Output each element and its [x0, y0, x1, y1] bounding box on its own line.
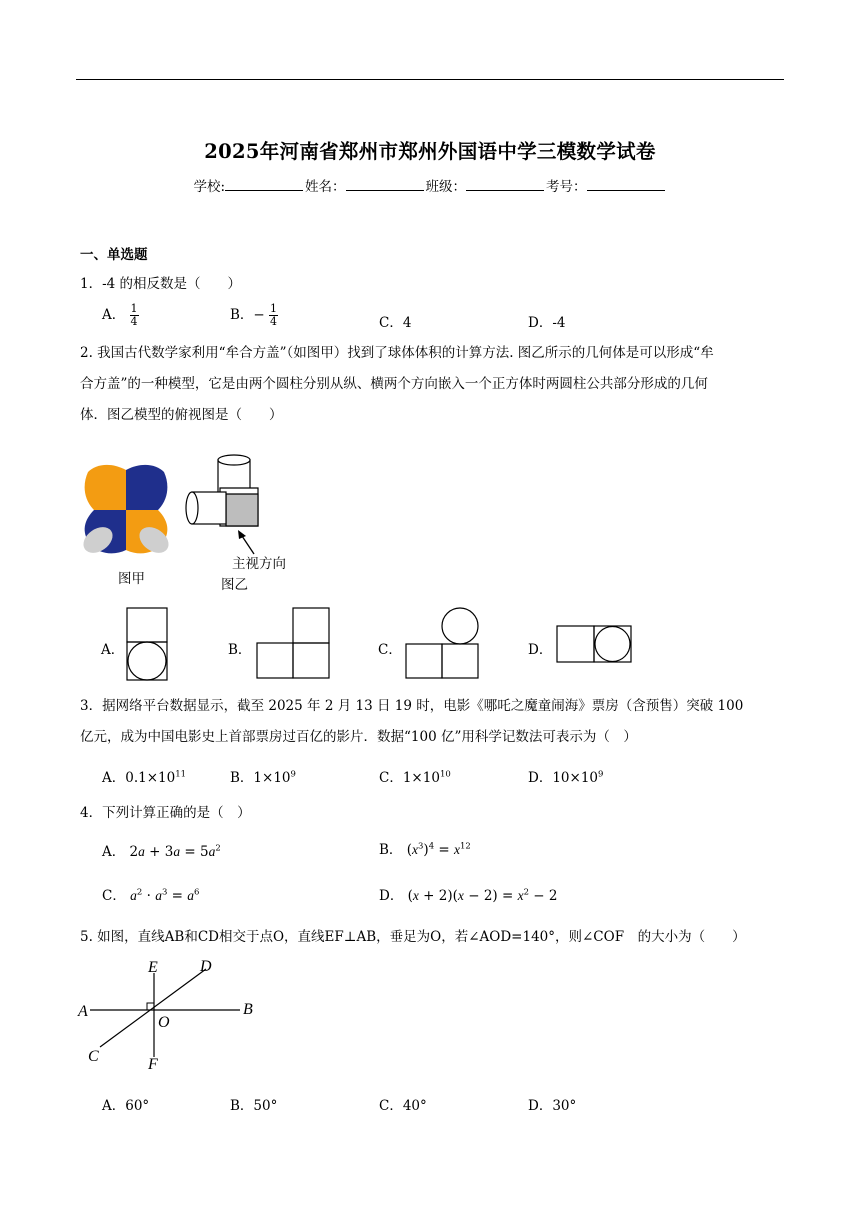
q2-option-b-label[interactable]: B． [228, 642, 252, 658]
figure-jia-mouhe-fanggai [76, 460, 176, 560]
q3-option-d[interactable] [528, 766, 603, 786]
q4-option-a[interactable] [102, 840, 221, 860]
q2-option-d-label[interactable]: D． [528, 642, 553, 658]
q2-option-a-figure[interactable] [125, 606, 169, 682]
minus-sign: − [253, 307, 265, 323]
direction-label: 主视方向 [232, 556, 286, 572]
q5-line-diagram [76, 955, 266, 1075]
q5-option-a[interactable]: A．60° [102, 1098, 150, 1114]
q4-option-b[interactable] [379, 838, 471, 858]
fraction [130, 303, 139, 328]
label-o: O [158, 1014, 170, 1031]
class-blank[interactable] [466, 178, 544, 191]
q4-option-d[interactable] [379, 884, 557, 904]
q2-option-a-label[interactable]: A． [101, 642, 125, 658]
exponent: 9 [290, 769, 296, 780]
q2-option-d-figure[interactable] [555, 624, 633, 664]
base: 1×10 [402, 770, 440, 786]
numerator: 1 [130, 302, 138, 315]
q5-option-c[interactable]: C．40° [379, 1098, 427, 1114]
label-c: C [88, 1048, 99, 1065]
numerator: 1 [270, 302, 278, 315]
exponent: 9 [598, 769, 604, 780]
equation: $(x + 2)(x - 2) = x^2 - 2$ [403, 887, 558, 904]
q2-line-1: 2. 我国古代数学家利用“牟合方盖”（如图甲）找到了球体体积的计算方法. 图乙所示的几何体是可以形成“牟 [80, 345, 714, 361]
base: 10×10 [552, 770, 598, 786]
q5-option-d[interactable]: D．30° [528, 1098, 577, 1114]
exam-no-blank[interactable] [587, 178, 665, 191]
section-heading: 一、单选题 [80, 247, 148, 263]
option-label: B． [230, 770, 254, 786]
class-label: 班级： [425, 179, 467, 195]
denominator: 4 [130, 315, 138, 328]
option-label: C． [102, 888, 126, 904]
school-blank[interactable] [225, 178, 303, 191]
q4-stem: 4．下列计算正确的是（ ） [80, 805, 251, 821]
exponent: 10 [439, 769, 451, 780]
q5-option-b[interactable]: B．50° [230, 1098, 278, 1114]
exam-no-label: 考号： [546, 179, 587, 195]
q3-option-c[interactable] [379, 766, 451, 786]
q1-option-c[interactable]: C．4 [379, 315, 412, 331]
equation: $a^2 \cdot a^3 = a^6$ [130, 887, 200, 904]
equation: $(x^3)^4 = x^{12}$ [402, 841, 471, 858]
q2-stem [80, 338, 786, 431]
name-label: 姓名： [305, 179, 346, 195]
equation: $2a + 3a = 5a^2$ [125, 843, 221, 860]
q3-line-1: 3．据网络平台数据显示，截至 2025 年 2 月 13 日 19 时，电影《哪吒之魔童闹海》票房（含预售）突破 100 [80, 698, 744, 714]
header-rule [76, 79, 784, 80]
label-d: D [200, 958, 212, 975]
figure-yi-caption: 图乙 [221, 577, 248, 593]
name-blank[interactable] [346, 178, 424, 191]
option-label: D． [379, 888, 404, 904]
option-label: D． [528, 770, 553, 786]
exponent: 11 [175, 769, 187, 780]
q2-line-2: 合方盖”的一种模型，它是由两个圆柱分别从纵、横两个方向嵌入一个正方体时两圆柱公共部分形成的几何 [80, 376, 708, 392]
option-label: A． [102, 844, 126, 860]
page-title: 2025年河南省郑州市郑州外国语中学三模数学试卷 [204, 140, 656, 163]
option-label: C． [379, 770, 403, 786]
q5-stem: 5. 如图，直线AB和CD相交于点O，直线EF⊥AB，垂足为O，若∠AOD=140°，则∠COF 的大小为（ ） [80, 929, 746, 945]
q1-option-a[interactable] [102, 303, 139, 328]
student-info-line [0, 175, 860, 195]
label-a: A [78, 1003, 88, 1020]
denominator: 4 [270, 315, 278, 328]
option-label: A． [102, 307, 126, 323]
q2-option-b-figure[interactable] [255, 606, 331, 680]
fraction [269, 303, 278, 328]
option-label: A． [102, 770, 126, 786]
q3-option-b[interactable] [230, 766, 296, 786]
q4-option-c[interactable] [102, 884, 199, 904]
q1-stem: 1．-4 的相反数是（ ） [80, 276, 242, 292]
base: 0.1×10 [125, 770, 176, 786]
school-label: 学校: [193, 179, 226, 195]
figure-jia-caption: 图甲 [118, 571, 145, 587]
q3-option-a[interactable] [102, 766, 186, 786]
option-label: B． [230, 307, 254, 323]
q1-option-d[interactable]: D．-4 [528, 315, 566, 331]
option-label: B． [379, 842, 403, 858]
q1-option-b[interactable] [230, 303, 278, 328]
label-b: B [243, 1001, 253, 1018]
q3-stem [80, 691, 786, 753]
base: 1×10 [253, 770, 291, 786]
label-e: E [148, 959, 158, 976]
q3-line-2: 亿元，成为中国电影史上首部票房过百亿的影片．数据“100 亿”用科学记数法可表示为（ ） [80, 729, 637, 745]
q2-line-3: 体．图乙模型的俯视图是（ ） [80, 407, 283, 423]
label-f: F [148, 1056, 158, 1073]
q2-option-c-label[interactable]: C． [378, 642, 402, 658]
q2-option-c-figure[interactable] [404, 606, 480, 680]
